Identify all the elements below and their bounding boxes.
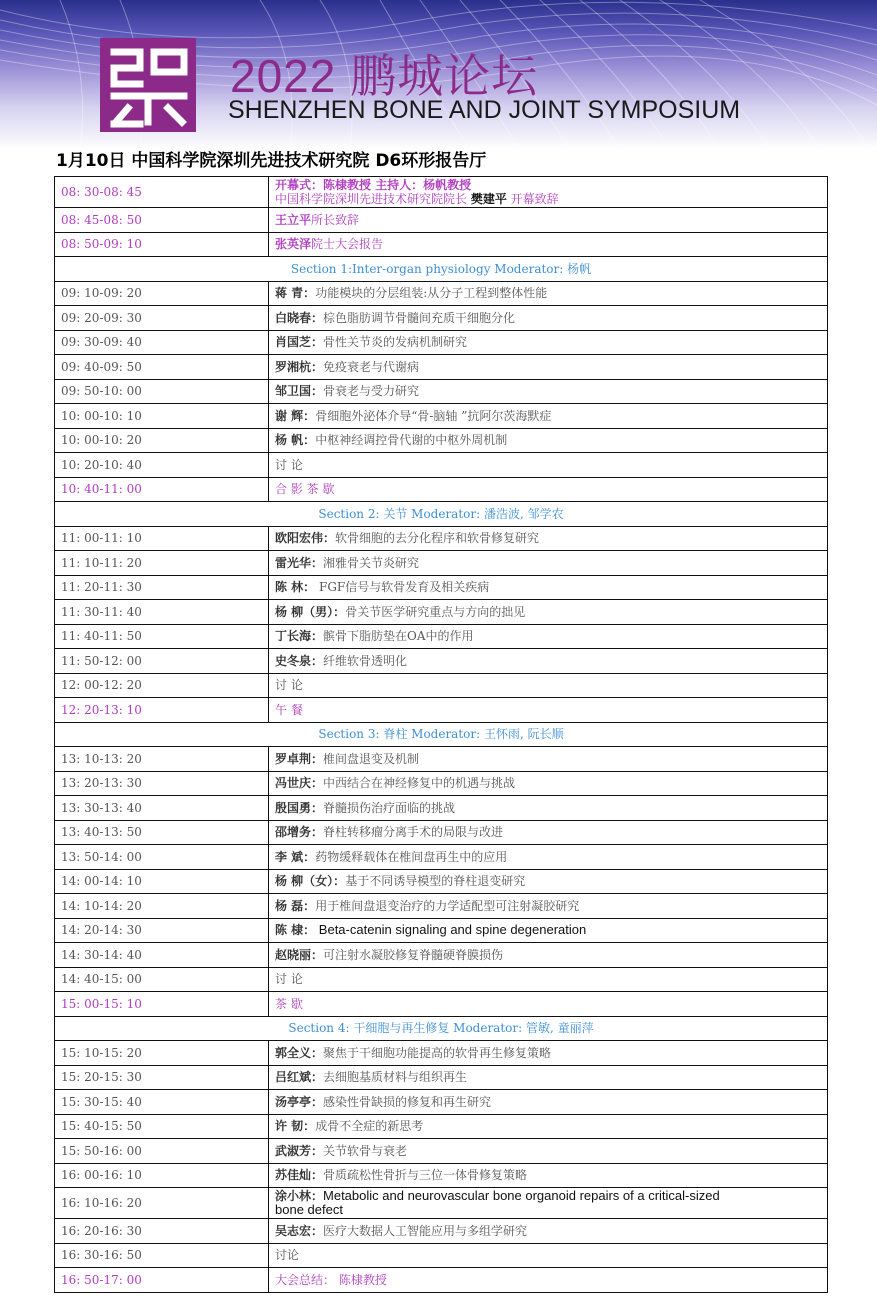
table-row-two-line (55, 1188, 828, 1219)
speaker-name: 欧阳宏伟： (275, 531, 336, 546)
speaker-name: 史冬泉： (275, 653, 324, 668)
speaker-name: 苏佳灿： (275, 1168, 324, 1183)
talk-topic: 成骨不全症的新思考 (315, 1119, 424, 1134)
speaker-name: 罗卓荆： (275, 751, 324, 766)
talk-topic: Beta-catenin signaling and spine degeneration (315, 922, 587, 938)
topic-cell (269, 1090, 828, 1115)
talk-topic: 骨质疏松性骨折与三位一体骨修复策略 (323, 1168, 528, 1183)
talk-topic: 骨关节医学研究重点与方向的拙见 (345, 604, 526, 619)
table-row (55, 845, 828, 870)
time-cell: 13: 20-13: 30 (55, 771, 269, 796)
speaker-name: 涂小林： (275, 1189, 324, 1203)
speaker-name: 吕红斌： (275, 1070, 324, 1085)
talk-topic: 脊髓损伤治疗面临的挑战 (323, 800, 456, 815)
table-row (55, 208, 828, 233)
schedule-table (54, 176, 828, 1293)
table-row (55, 428, 828, 453)
time-cell: 15: 00-15: 10 (55, 992, 269, 1017)
time-cell: 10: 00-10: 10 (55, 404, 269, 429)
table-row (55, 551, 828, 576)
table-row (55, 232, 828, 257)
talk-topic: 茶 歇 (275, 996, 303, 1011)
time-cell: 11: 40-11: 50 (55, 624, 269, 649)
table-row (55, 404, 828, 429)
speaker-name: 杨 柳（男）： (275, 604, 346, 619)
table-row (55, 649, 828, 674)
time-cell: 15: 20-15: 30 (55, 1065, 269, 1090)
topic-cell (269, 967, 828, 992)
talk-topic: 合 影 茶 歇 (275, 482, 335, 497)
talk-topic: 软骨细胞的去分化程序和软骨修复研究 (335, 531, 540, 546)
speaker-name: 殷国勇： (275, 800, 324, 815)
time-cell: 14: 40-15: 00 (55, 967, 269, 992)
table-row (55, 1243, 828, 1268)
talk-topic: 医疗大数据人工智能应用与多组学研究 (323, 1223, 528, 1238)
table-row (55, 624, 828, 649)
speaker-name: 白晓春： (275, 310, 324, 325)
table-row (55, 747, 828, 772)
table-row (55, 894, 828, 919)
table-row (55, 1065, 828, 1090)
opening-line-2-post: 开幕致辞 (506, 192, 559, 206)
section-title: Section 3: 脊柱 Moderator: 王怀雨, 阮长顺 (55, 722, 828, 747)
talk-topic: FGF信号与软骨发育及相关疾病 (315, 580, 490, 595)
time-cell: 15: 40-15: 50 (55, 1114, 269, 1139)
table-row (55, 869, 828, 894)
time-cell: 16: 10-16: 20 (55, 1188, 269, 1219)
speaker-name: 许 韧： (275, 1119, 316, 1134)
time-cell: 15: 10-15: 20 (55, 1041, 269, 1066)
time-cell: 12: 20-13: 10 (55, 698, 269, 723)
table-row (55, 575, 828, 600)
table-row (55, 967, 828, 992)
date-venue-subtitle: 1月10日 中国科学院深圳先进技术研究院 D6环形报告厅 (56, 151, 487, 171)
table-row (55, 1041, 828, 1066)
time-cell: 08: 45-08: 50 (55, 208, 269, 233)
table-row (55, 453, 828, 478)
topic-cell (269, 1243, 828, 1268)
speaker-name: 武淑芳： (275, 1143, 324, 1158)
opening-line-2-name: 樊建平 (470, 192, 507, 206)
logo-glyph-icon (100, 38, 196, 132)
table-row (55, 526, 828, 551)
topic-cell (269, 379, 828, 404)
speaker-name: 罗湘杭： (275, 359, 324, 374)
topic-cell (269, 1114, 828, 1139)
table-row (55, 379, 828, 404)
talk-topic: 午 餐 (275, 702, 303, 717)
topic-cell (269, 943, 828, 968)
symposium-logo (100, 38, 196, 132)
opening-line-2 (275, 192, 821, 206)
table-row (55, 1090, 828, 1115)
talk-topic: 棕色脂肪调节骨髓间充质干细胞分化 (323, 310, 516, 325)
section-title: Section 2: 关节 Moderator: 潘浩波, 邹学农 (55, 502, 828, 527)
talk-topic: 功能模块的分层组装:从分子工程到整体性能 (315, 286, 548, 301)
speaker-name: 郭全义： (275, 1045, 324, 1060)
table-row (55, 1114, 828, 1139)
table-row (55, 771, 828, 796)
topic-cell (269, 177, 828, 208)
talk-topic: 中西结合在神经修复中的机遇与挑战 (323, 776, 516, 791)
topic-cell (269, 355, 828, 380)
talk-topic: 去细胞基质材料与组织再生 (323, 1070, 468, 1085)
section-header-row (55, 722, 828, 747)
table-row (55, 1219, 828, 1244)
speaker-name: 雷光华： (275, 555, 324, 570)
talk-topic: 椎间盘退变及机制 (323, 751, 420, 766)
time-cell: 14: 10-14: 20 (55, 894, 269, 919)
speaker-name: 邹卫国： (275, 384, 324, 399)
table-row (55, 1268, 828, 1293)
section-header-row (55, 257, 828, 282)
topic-cell (269, 894, 828, 919)
talk-topic: 所长致辞 (311, 212, 360, 227)
talk-topic: 药物缓释载体在椎间盘再生中的应用 (315, 849, 508, 864)
time-cell: 11: 20-11: 30 (55, 575, 269, 600)
topic-cell (269, 453, 828, 478)
talk-topic: 关节软骨与衰老 (323, 1143, 408, 1158)
time-cell: 09: 50-10: 00 (55, 379, 269, 404)
topic-cell (269, 575, 828, 600)
table-row (55, 600, 828, 625)
time-cell: 16: 50-17: 00 (55, 1268, 269, 1293)
time-cell: 08: 30-08: 45 (55, 177, 269, 208)
speaker-name: 蒋 青： (275, 286, 316, 301)
talk-topic: 免疫衰老与代谢病 (323, 359, 420, 374)
topic-cell (269, 1268, 828, 1293)
topic-cell (269, 771, 828, 796)
topic-cell (269, 845, 828, 870)
table-row (55, 477, 828, 502)
topic-cell (269, 551, 828, 576)
table-row-opening (55, 177, 828, 208)
time-cell: 10: 00-10: 20 (55, 428, 269, 453)
table-row (55, 306, 828, 331)
table-row (55, 820, 828, 845)
topic-cell (269, 673, 828, 698)
talk-topic: 聚焦于干细胞功能提高的软骨再生修复策略 (323, 1045, 552, 1060)
time-cell: 11: 10-11: 20 (55, 551, 269, 576)
speaker-name: 丁长海： (275, 629, 324, 644)
section-title: Section 1:Inter-organ physiology Moderator: 杨帆 (55, 257, 828, 282)
talk-topic: 脊柱转移瘤分离手术的局限与改进 (323, 825, 504, 840)
talk-topic: 骨衰老与受力研究 (323, 384, 420, 399)
topic-cell (269, 1065, 828, 1090)
section-header-row (55, 1016, 828, 1041)
talk-topic: 感染性骨缺损的修复和再生研究 (323, 1094, 492, 1109)
time-cell: 11: 00-11: 10 (55, 526, 269, 551)
topic-cell (269, 526, 828, 551)
time-cell: 10: 20-10: 40 (55, 453, 269, 478)
topic-cell (269, 1188, 828, 1219)
topic-cell (269, 232, 828, 257)
time-cell: 09: 30-09: 40 (55, 330, 269, 355)
speaker-name: 杨 磊： (275, 898, 316, 913)
time-cell: 09: 10-09: 20 (55, 281, 269, 306)
time-cell: 13: 10-13: 20 (55, 747, 269, 772)
time-cell: 14: 30-14: 40 (55, 943, 269, 968)
opening-line-1: 开幕式：陈棣教授 主持人：杨帆教授 (275, 178, 472, 192)
topic-cell (269, 1163, 828, 1188)
topic-cell (269, 1219, 828, 1244)
talk-topic: 纤维软骨透明化 (323, 653, 408, 668)
speaker-name: 邵增务： (275, 825, 324, 840)
topic-cell (269, 747, 828, 772)
speaker-name: 冯世庆： (275, 776, 324, 791)
section-title: Section 4: 干细胞与再生修复 Moderator: 管敏, 童丽萍 (55, 1016, 828, 1041)
time-cell: 12: 00-12: 20 (55, 673, 269, 698)
title-chinese: 2022 鹏城论坛 (230, 50, 539, 102)
speaker-name: 陈 林： (275, 580, 316, 595)
speaker-name: 李 斌： (275, 849, 316, 864)
speaker-name: 汤亭亭： (275, 1094, 324, 1109)
time-cell: 08: 50-09: 10 (55, 232, 269, 257)
table-row (55, 355, 828, 380)
talk-topic: 骨性关节炎的发病机制研究 (323, 335, 468, 350)
table-row (55, 673, 828, 698)
speaker-name: 肖国芝： (275, 335, 324, 350)
topic-cell (269, 330, 828, 355)
topic-cell (269, 600, 828, 625)
time-cell: 11: 30-11: 40 (55, 600, 269, 625)
talk-topic: 讨 论 (275, 457, 303, 472)
topic-cell (269, 869, 828, 894)
talk-topic-line-1: Metabolic and neurovascular bone organoid repairs of a critical-sized (323, 1188, 720, 1203)
table-row (55, 992, 828, 1017)
time-cell: 16: 20-16: 30 (55, 1219, 269, 1244)
time-cell: 15: 30-15: 40 (55, 1090, 269, 1115)
speaker-name: 杨 帆： (275, 433, 316, 448)
talk-topic: 湘雅骨关节炎研究 (323, 555, 420, 570)
topic-cell (269, 796, 828, 821)
talk-topic: 可注射水凝胶修复脊髓硬脊膜损伤 (323, 947, 504, 962)
time-cell: 10: 40-11: 00 (55, 477, 269, 502)
table-row (55, 330, 828, 355)
title-english: SHENZHEN BONE AND JOINT SYMPOSIUM (228, 96, 741, 124)
speaker-name: 陈 棣： (275, 923, 316, 938)
time-cell: 13: 50-14: 00 (55, 845, 269, 870)
opening-line-2-pre: 中国科学院深圳先进技术研究院院长 (275, 192, 471, 206)
talk-topic: 讨 论 (275, 972, 303, 987)
speaker-name: 吴志宏： (275, 1223, 324, 1238)
time-cell: 16: 00-16: 10 (55, 1163, 269, 1188)
talk-topic: 骨细胞外泌体介导“骨-脑轴 ”抗阿尔茨海默症 (315, 408, 552, 423)
speaker-name: 张英泽 (275, 237, 312, 252)
topic-cell (269, 1041, 828, 1066)
topic-cell (269, 477, 828, 502)
time-cell: 09: 20-09: 30 (55, 306, 269, 331)
talk-topic-line-2: bone defect (275, 1202, 343, 1217)
topic-cell (269, 820, 828, 845)
topic-cell (269, 918, 828, 943)
talk-topic: 髌骨下脂肪垫在OA中的作用 (323, 629, 474, 644)
topic-cell (269, 1139, 828, 1164)
talk-topic: 讨 论 (275, 678, 303, 693)
table-row (55, 281, 828, 306)
speaker-name: 王立平 (275, 212, 312, 227)
time-cell: 11: 50-12: 00 (55, 649, 269, 674)
speaker-name: 谢 辉： (275, 408, 316, 423)
table-row (55, 1139, 828, 1164)
section-header-row (55, 502, 828, 527)
talk-topic: 中枢神经调控骨代谢的中枢外周机制 (315, 433, 508, 448)
table-row (55, 698, 828, 723)
time-cell: 09: 40-09: 50 (55, 355, 269, 380)
table-row (55, 943, 828, 968)
speaker-name: 赵晓丽： (275, 947, 324, 962)
talk-topic: 院士大会报告 (311, 237, 384, 252)
topic-cell (269, 698, 828, 723)
topic-cell (269, 428, 828, 453)
time-cell: 14: 00-14: 10 (55, 869, 269, 894)
talk-topic: 基于不同诱导模型的脊柱退变研究 (345, 874, 526, 889)
topic-cell (269, 404, 828, 429)
time-cell: 14: 20-14: 30 (55, 918, 269, 943)
talk-topic: 用于椎间盘退变治疗的力学适配型可注射凝胶研究 (315, 898, 580, 913)
topic-cell (269, 281, 828, 306)
talk-topic: 大会总结： 陈棣教授 (275, 1272, 387, 1287)
time-cell: 16: 30-16: 50 (55, 1243, 269, 1268)
topic-cell (269, 208, 828, 233)
topic-cell (269, 992, 828, 1017)
time-cell: 15: 50-16: 00 (55, 1139, 269, 1164)
time-cell: 13: 40-13: 50 (55, 820, 269, 845)
talk-topic: 讨论 (275, 1248, 300, 1263)
time-cell: 13: 30-13: 40 (55, 796, 269, 821)
speaker-name: 杨 柳（女）： (275, 874, 346, 889)
topic-cell (269, 624, 828, 649)
topic-cell (269, 649, 828, 674)
table-row (55, 1163, 828, 1188)
topic-cell (269, 306, 828, 331)
table-row (55, 918, 828, 943)
table-row (55, 796, 828, 821)
